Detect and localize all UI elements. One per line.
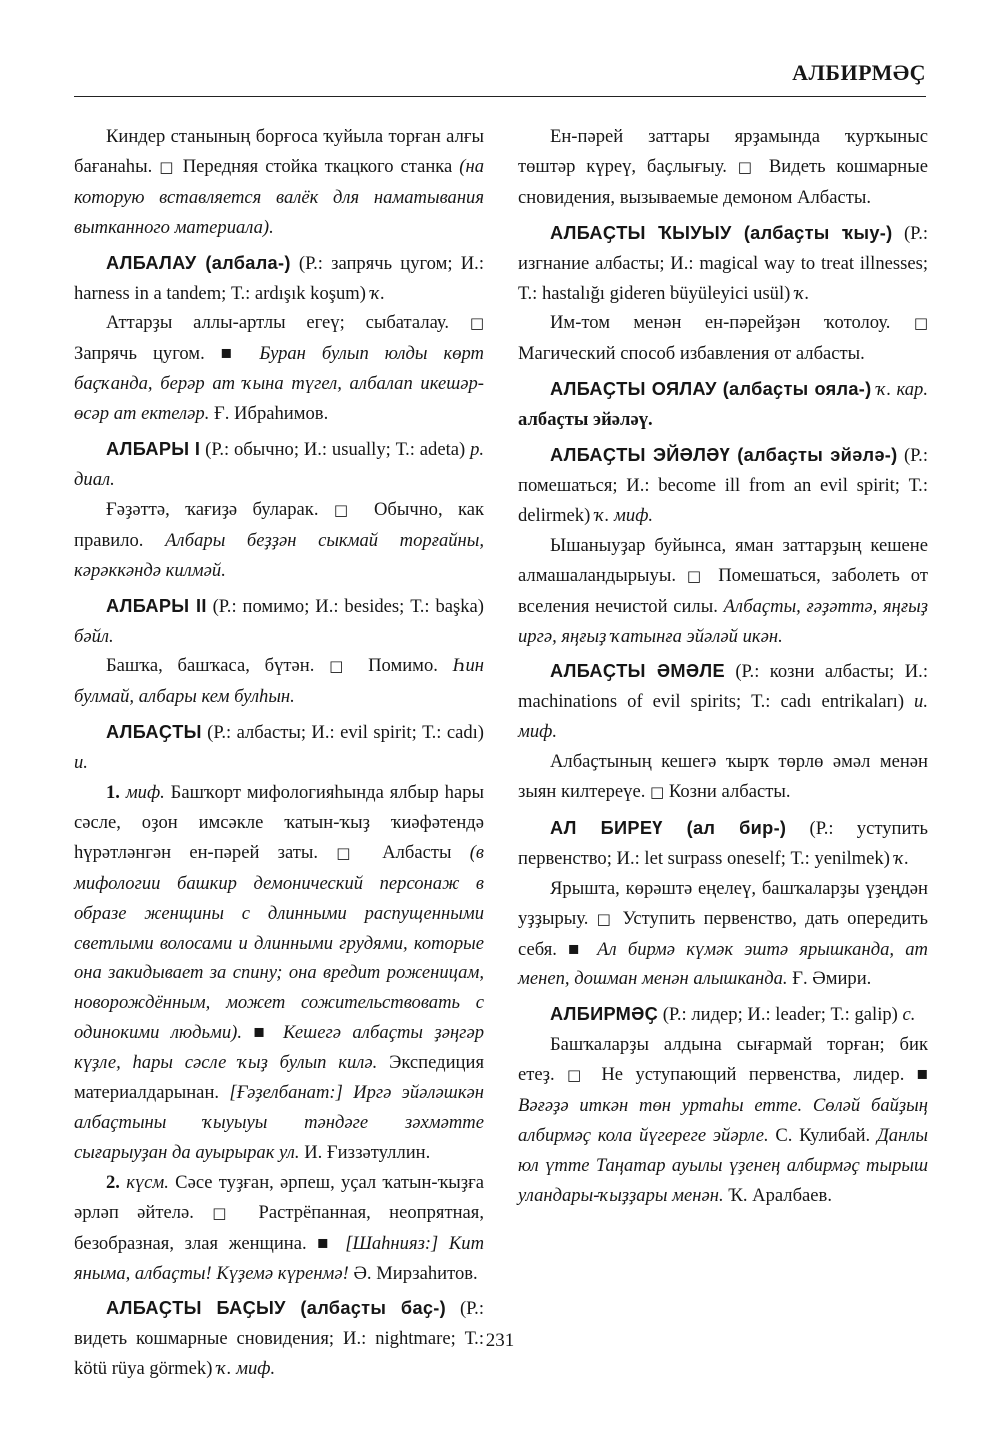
entry-paragraph: АЛБАҪТЫ (Р.: албасты; И.: evil spirit; Т.: cadı) и. [74,722,484,774]
entry-paragraph: Ғәҙәттә, ҡағиҙә буларак. □ Обычно, как правило. Албары беҙҙән сыкмай торғайны, кәрәккәндә килмәй. [74,498,485,581]
entry-paragraph: Ышаныуҙар буйынса, яман заттарҙың кешене алмашаландырыуы. □ Помешаться, заболеть от вселения нечистой силы. Албаҫты, ғәҙәттә, яңғыҙ иргә, яңғыҙ ҡатынға эйәләй икән. [518,534,928,647]
entry-paragraph: АЛБАҪТЫ ОЯЛАУ (албаҫты ояла-) ҡ. кар. албаҫты эйәләү. [518,379,928,431]
entry-paragraph: АЛБАҪТЫ ӘМӘЛЕ (Р.: козни албасты; И.: machinations of evil spirits; Т.: cadı entrikaları) и. миф. [518,661,929,743]
entry-paragraph: Башҡа, башҡаса, бүтән. □ Помимо. Һин булмай, албары кем булһын. [74,655,484,708]
entry-paragraph: Им-том менән ен-пәрейҙән ҡотолоу. □ Магический способ избавления от албасты. [518,312,928,365]
page-number: 231 [485,1330,515,1351]
entry-paragraph: 1. миф. Башҡорт мифологияһында ялбыр һары сәсле, оҙон имсәкле ҡатын-ҡыҙ ҡиәфәтендә һүрәтләнгән ен-пәрей заты. □ Албасты (в мифологии башкир демонический персонаж в образе женщины с длинными распущенными светлыми волосами и длинными грудями, которые она закидывает за спину; она вредит роженицам, новорождённым, может сожительствовать с одинокими людьми). ■ Кешегә албаҫты ҙәңгәр күҙле, һары сәсле ҡыҙ булып килә. Экспедиция материалдарынан. [Ғәҙелбанат:] Иргә эйәләшкән албаҫтыны ҡыуыуы тәндәге зәхмәтте сығарыуҙан да ауырырак ул. И. Ғиззәтуллин. [74,782,484,1163]
running-head: АЛБИРМӘҪ [792,60,926,85]
entry-paragraph: Албаҫтының кешегә ҡырҡ төрлө әмәл менән зыян килтереүе. □ Козни албасты. [518,751,928,803]
header-rule [74,96,926,97]
entry-paragraph: Киндер станының борғоса ҡуйыла торған алғы бағанаһы. □ Передняя стойка ткацкого станка (на которую вставляется валёк для наматывания вытканного материала). [74,126,484,238]
entry-paragraph: АЛБАРЫ I (Р.: обычно; И.: usually; Т.: adeta) р. диал. [74,439,485,490]
entry-paragraph: АЛБИРМӘҪ (Р.: лидер; И.: leader; Т.: galip) с. [550,1004,916,1026]
entry-paragraph: Ярышта, көрәштә еңелеү, башҡаларҙы үҙеңдән уҙҙырыу. □ Уступить первенство, дать опередить себя. ■ Ал бирмә күмәк эштә ярышканда, ат менеп, дошман менән алышканда. Ғ. Әмири. [518,877,928,990]
entry-paragraph: АЛБАРЫ II (Р.: помимо; И.: besides; Т.: başka) бәйл. [74,595,484,647]
entry-paragraph: 2. күсм. Сәсе туҙған, әрпеш, уҫал ҡатын-ҡыҙға әрләп әйтелә. □ Растрёпанная, неопрятная, безобразная, злая женщина. ■ [Шаһнияз:] Кит яныма, албаҫты! Күҙемә күренмә! Ә. Мирзаһитов. [74,1171,484,1284]
entry-paragraph: АЛБАҪТЫ ЭЙӘЛӘҮ (албаҫты эйәлә-) (Р.: помешаться; И.: become ill from an evil spirit; Т.: delirmek) ҡ. миф. [518,445,928,526]
right-column [518,122,928,1211]
entry-paragraph: АЛБАҪТЫ ҠЫУЫУ (албаҫты ҡыу-) (Р.: изгнание албасты; И.: magical way to treat illnesses; Т.: hastalığı gideren büyüleyici usül) ҡ. [518,222,929,304]
entry-paragraph: Башҡаларҙы алдына сығармай торған; бик етеҙ. □ Не уступающий первенства, лидер. ■ Вәғәҙә иткән төн уртаһы етте. Сөләй байҙың албирмәҫ кола йүгереге эйәрле. С. Кулибай. Данлы юл үтте Таңатар ауылы үҙенең албирмәҫ тырыш уландары-ҡыҙҙары менән. Ҡ. Аралбаев. [518,1034,928,1206]
entry-paragraph: АЛ БИРЕҮ (ал бир-) (Р.: уступить первенство; И.: let surpass oneself; Т.: yenilmek) ҡ. [518,817,928,869]
left-column [74,122,484,1384]
entry-paragraph: Аттарҙы аллы-артлы егеү; сыбаталау. □ Запрячь цугом. ■ Буран булып юлды көрт баҫҡанда, берәр ат ҡына түгел, албалап икешәр-өсәр ат ектеләр. Ғ. Ибраһимов. [74,312,484,425]
entry-paragraph: Ен-пәрей заттары ярҙамында ҡурҡыныс төштәр күреү, баҫлығыу. □ Видеть кошмарные сновидения, вызываемые демоном Албасты. [518,126,928,208]
entry-paragraph: АЛБАЛАУ (албала-) (Р.: запрячь цугом; И.: harness in a tandem; Т.: ardışık koşum) ҡ. [74,252,484,304]
entry-paragraph: АЛБАҪТЫ БАҪЫУ (албаҫты баҫ-) (Р.: видеть кошмарные сновидения; И.: nightmare; Т.: kötü rüya görmek) ҡ. миф. [74,1298,484,1380]
